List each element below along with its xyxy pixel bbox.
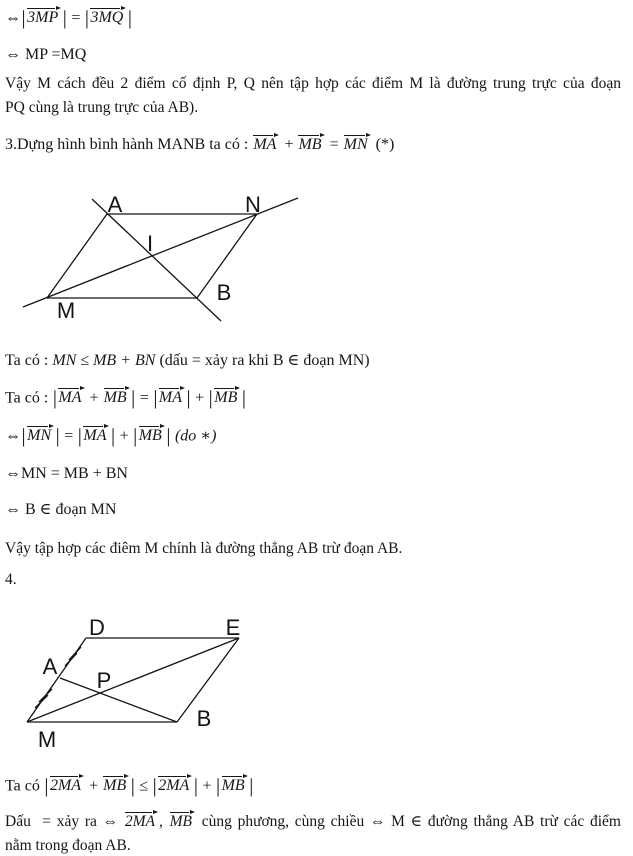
point-label-B: B [196, 706, 212, 731]
abs-bar: | [62, 7, 67, 29]
point-label-E: E [225, 615, 241, 640]
text-token: + [85, 777, 103, 795]
formula-mp-equals-mq [5, 43, 621, 67]
diagram-segment [47, 214, 107, 298]
diagram-parallelogram-mdeb [27, 615, 240, 752]
point-label-M: M [56, 298, 76, 323]
text-token: (dấu = xảy ra khi B ∈ đoạn MN) [155, 352, 370, 369]
abs-bar: | [186, 387, 191, 409]
abs-bar: | [21, 7, 26, 29]
abs-bar: | [166, 425, 171, 447]
text-token: ⇔ [5, 9, 21, 27]
formula-mn-magnitude [5, 424, 621, 448]
text-token: ⇔ B ∈ đoạn MN [5, 501, 117, 518]
diagram-parallelogram-manb [23, 192, 298, 323]
diagram-segment [23, 198, 298, 307]
vector-MA: MA [57, 387, 85, 407]
paragraph-conclusion-q4-line2: nằm trong đoạn AB. [5, 837, 131, 854]
vector-MB: MB [169, 811, 196, 830]
diagram-segment [65, 653, 77, 666]
vector-3MP: 3MP [26, 7, 62, 27]
text-token: = [135, 389, 153, 407]
formula-2ma-plus-mb-inequality [5, 774, 621, 798]
abs-bar: | [44, 775, 49, 797]
abs-bar: | [84, 7, 89, 29]
diagram-segment [197, 214, 257, 298]
point-label-A: A [42, 654, 58, 679]
point-label-N: N [245, 192, 261, 217]
vector-MB: MB [297, 134, 325, 154]
paragraph-conclusion-q2-line1: Vậy M cách đều 2 điểm cố định P, Q nên tập hợp các điểm M là đường trung trực của đoạn [5, 75, 621, 92]
vector-3MQ: 3MQ [89, 7, 127, 27]
diagram-segment [177, 638, 239, 722]
text-token: ≤ [135, 777, 153, 795]
text-token: 3.Dựng hình bình hành MANB ta có : [5, 136, 253, 153]
text-token: + [280, 136, 298, 153]
point-label-B: B [216, 280, 232, 305]
text-token: Ta có [5, 777, 44, 795]
paragraph-conclusion-q4-line1 [5, 810, 621, 834]
formula-problem3-construction [5, 133, 621, 157]
text-token: ⇔ [5, 427, 21, 445]
point-label-D: D [89, 615, 105, 640]
vector-2MA: 2MA [49, 775, 85, 795]
vector-MN: MN [26, 425, 55, 445]
abs-bar: | [193, 775, 198, 797]
abs-bar: | [241, 387, 246, 409]
text-token: cùng phương, cùng chiều ⇔ M ∈ đường thẳng AB trừ các điểm [196, 813, 621, 830]
text-token: , [159, 813, 169, 830]
text-token: Ta có : [5, 352, 53, 369]
problem4-number: 4. [5, 571, 17, 588]
abs-bar: | [110, 425, 116, 447]
abs-bar: | [21, 425, 26, 447]
abs-bar: | [153, 387, 158, 409]
abs-bar: | [215, 775, 221, 797]
vector-MB: MB [221, 775, 249, 795]
point-label-P: P [96, 668, 112, 693]
abs-bar: | [77, 425, 82, 447]
diagram-segment [39, 689, 52, 702]
text-token: ⇔ MP =MQ [5, 46, 87, 63]
vector-MB: MB [138, 425, 166, 445]
point-label-M: M [37, 727, 57, 752]
abs-bar: | [208, 387, 213, 409]
point-label-A: A [107, 192, 123, 217]
text-token: = [60, 427, 78, 445]
formula-3mp-equals-3mq [5, 6, 621, 30]
text-token: = [325, 136, 343, 153]
text-token: + [191, 389, 209, 407]
vector-MB: MB [103, 387, 131, 407]
text-token: (*) [371, 136, 395, 153]
paragraph-conclusion-q3: Vậy tập hợp các điêm M chính là đường thẳng AB trừ đoạn AB. [5, 540, 403, 557]
vector-2MA: 2MA [157, 775, 193, 795]
vector-MA: MA [158, 387, 186, 407]
text-token: Dấu = xảy ra ⇔ [5, 813, 124, 830]
formula-b-in-segment-mn [5, 498, 621, 522]
vector-2MA: 2MA [124, 811, 159, 830]
text-token: (do ∗) [170, 427, 217, 445]
text-token: Ta có : [5, 389, 53, 407]
diagram-segment [69, 647, 81, 660]
diagram-segment [27, 638, 239, 722]
vector-MB: MB [102, 775, 130, 795]
text-token: + [85, 389, 103, 407]
abs-bar: | [152, 775, 157, 797]
text-token: MN ≤ MB + BN [52, 352, 156, 369]
diagram-segment [60, 678, 177, 722]
text-token: ⇔MN = MB + BN [5, 465, 128, 482]
text-token: = [67, 9, 85, 27]
text-token: + [115, 427, 133, 445]
vector-MN: MN [343, 134, 372, 154]
abs-bar: | [127, 7, 132, 29]
abs-bar: | [55, 425, 60, 447]
point-label-I: I [146, 231, 154, 256]
formula-triangle-inequality [5, 349, 621, 373]
abs-bar: | [133, 425, 138, 447]
vector-MB: MB [213, 387, 241, 407]
vector-MA: MA [82, 425, 110, 445]
paragraph-conclusion-q2-line2: PQ cùng là trung trực của AB). [5, 99, 199, 116]
abs-bar: | [130, 775, 135, 797]
diagram-segment [35, 695, 48, 708]
text-token: + [198, 777, 216, 795]
diagram-segment [27, 638, 86, 722]
vector-MA: MA [252, 134, 280, 154]
abs-bar: | [131, 387, 136, 409]
formula-mn-equals-mb-plus-bn [5, 462, 621, 486]
abs-bar: | [249, 775, 254, 797]
abs-bar: | [52, 387, 57, 409]
formula-vector-sum-magnitude [5, 386, 621, 410]
diagram-segment [92, 199, 221, 321]
